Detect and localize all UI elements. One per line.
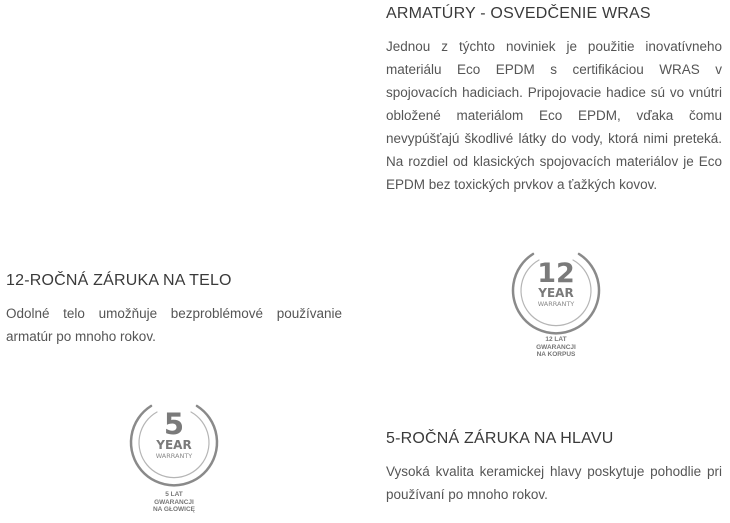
body-warranty-paragraph: Odolné telo umožňuje bezproblémové používanie armatúr po mnoho rokov.	[6, 306, 342, 344]
badge-year: YEAR	[156, 438, 192, 452]
head-warranty-paragraph: Vysoká kvalita keramickej hlavy poskytuje pohodlie pri používaní po mnoho rokov.	[386, 464, 722, 502]
wras-paragraph: Jednou z týchto noviniek je použitie inovatívneho materiálu Eco EPDM s certifikáciou WRAS v spojovacích hadiciach. Pripojovacie hadice sú vo vnútri obložené materiálom Eco EPDM, vďaka čomu nevypúšťajú škodlivé látky do vody, ktorá nimi preteká. Na rozdiel od klasických spojovacích materiálov je Eco EPDM bez toxických prvkov a ťažkých kovov.	[386, 39, 722, 192]
badge-caption	[124, 491, 224, 514]
head-warranty-section	[386, 430, 722, 506]
badge-caption-line2: GWARANCJI	[154, 498, 194, 506]
body-warranty-heading: 12-ROČNÁ ZÁRUKA NA TELO	[6, 272, 232, 289]
badge-caption	[506, 336, 606, 359]
body-warranty-section	[6, 272, 342, 348]
warranty-seal-icon	[506, 240, 606, 336]
warranty-seal-icon	[124, 392, 224, 488]
warranty-12-year-badge	[506, 240, 606, 364]
head-warranty-heading: 5-ROČNÁ ZÁRUKA NA HLAVU	[386, 430, 614, 447]
wras-heading: ARMATÚRY - OSVEDČENIE WRAS	[386, 5, 651, 22]
badge-caption-line2: GWARANCJI	[536, 343, 576, 351]
warranty-5-year-badge	[124, 392, 224, 518]
badge-caption-line1: 5 LAT	[165, 491, 183, 498]
badge-caption-line1: 12 LAT	[545, 336, 567, 343]
badge-number: 12	[537, 258, 575, 289]
badge-warranty: WARRANTY	[537, 300, 575, 308]
badge-number: 5	[163, 407, 185, 441]
badge-year: YEAR	[538, 286, 574, 300]
wras-section	[386, 5, 722, 196]
badge-warranty: WARRANTY	[155, 452, 193, 460]
badge-caption-line3: NA KORPUS	[536, 351, 576, 358]
badge-caption-line3: NA GŁOWICĘ	[152, 506, 195, 513]
